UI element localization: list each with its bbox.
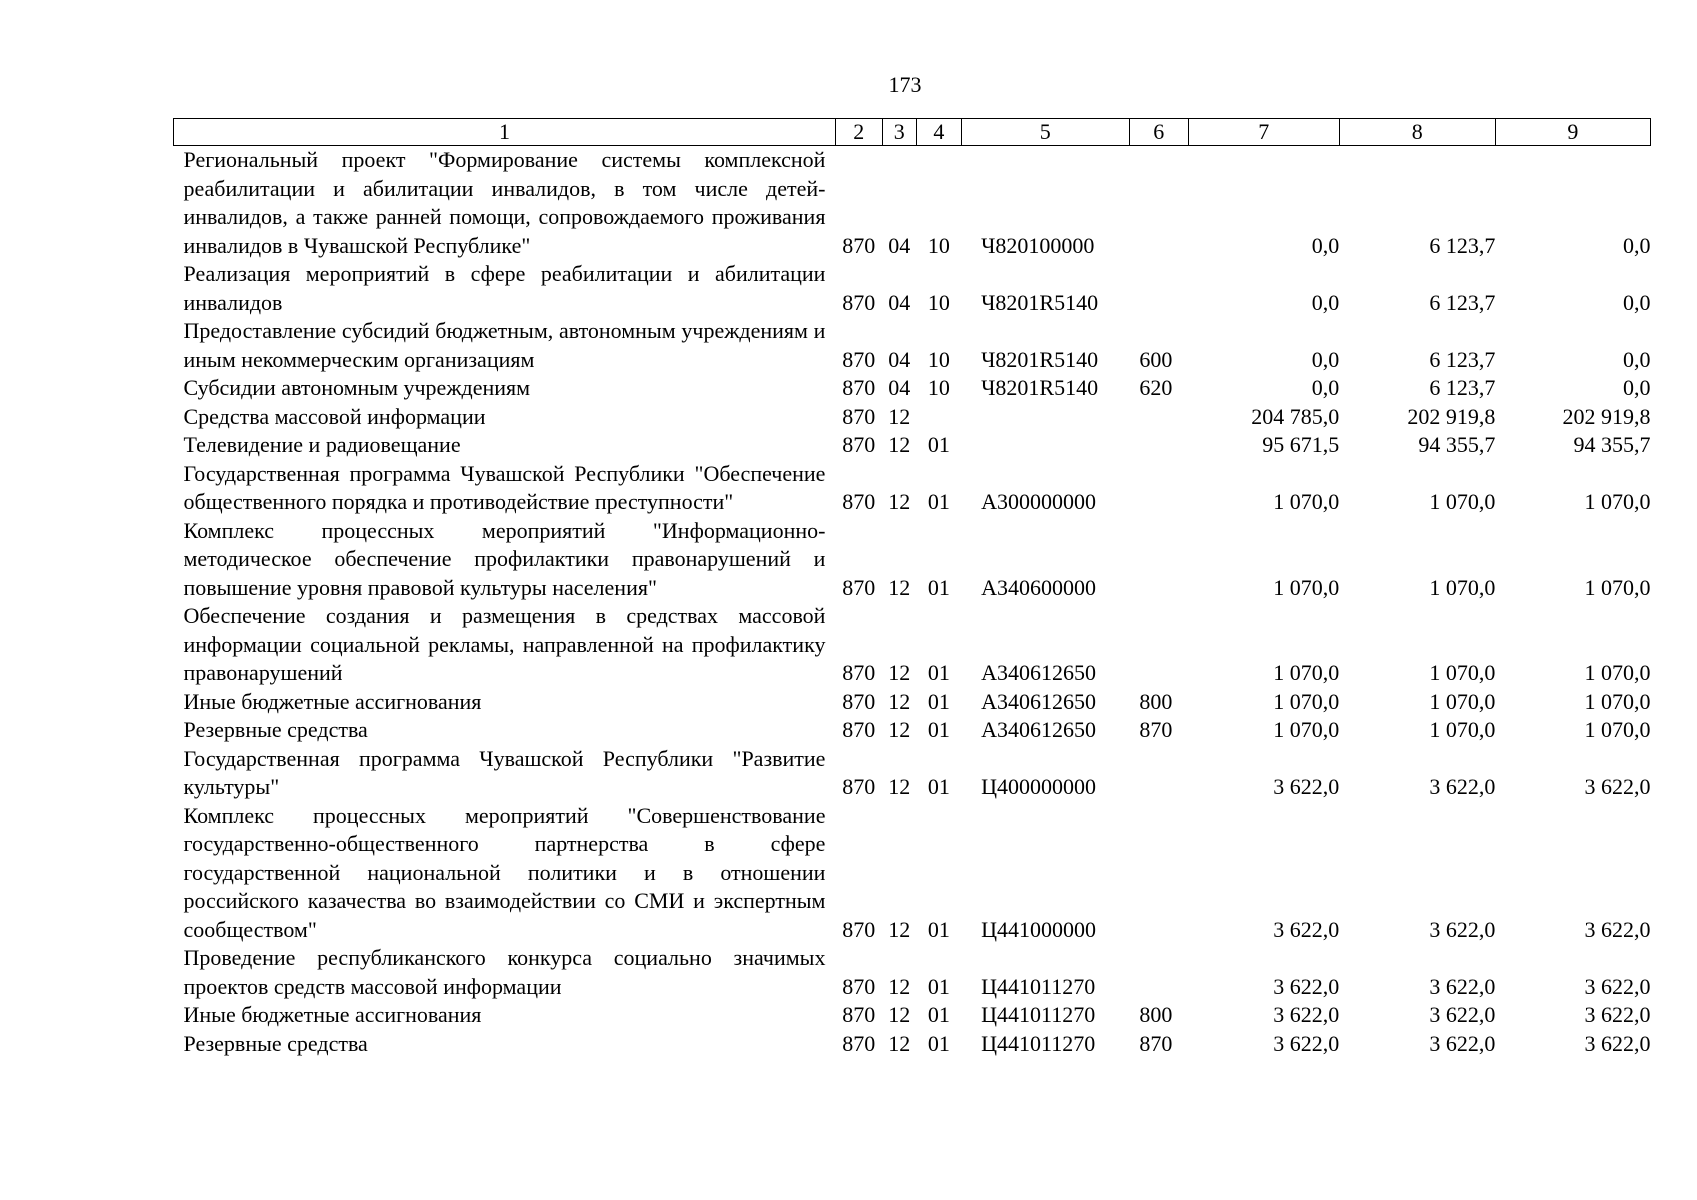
row-name: Реализация мероприятий в сфере реабилитации и абилитации инвалидов (183, 261, 826, 315)
row-code-csr: А340612650 (981, 688, 1097, 714)
table-body (174, 146, 1651, 1059)
row-code-vr (1129, 944, 1188, 1001)
row-name: Резервные средства (183, 1030, 368, 1056)
row-code-gr: 870 (842, 232, 876, 258)
row-code-vr (1129, 403, 1188, 432)
row-code-csr: А300000000 (981, 489, 1097, 514)
row-sum-7: 0,0 (1311, 289, 1340, 315)
row-code-csr: Ц441000000 (981, 916, 1097, 942)
row-sum-8: 6 123,7 (1429, 232, 1496, 258)
header-col-8: 8 (1339, 119, 1495, 146)
row-sum-8: 6 123,7 (1429, 289, 1496, 315)
table-row (174, 944, 1651, 1001)
row-sum-9: 3 622,0 (1584, 774, 1651, 799)
row-code-pr: 10 (927, 232, 950, 258)
header-col-2: 2 (835, 119, 882, 146)
row-code-vr (1129, 745, 1188, 802)
row-code-pr: 10 (927, 346, 950, 372)
row-sum-9: 3 622,0 (1584, 973, 1651, 999)
row-sum-9: 1 070,0 (1584, 717, 1651, 742)
row-sum-9: 1 070,0 (1584, 688, 1651, 714)
row-code-csr: А340612650 (981, 717, 1097, 742)
row-sum-7: 3 622,0 (1273, 1002, 1340, 1027)
row-code-csr: Ц441011270 (981, 1002, 1096, 1027)
row-sum-9: 0,0 (1623, 346, 1651, 372)
row-code-csr: Ч820100000 (981, 232, 1095, 258)
row-name: Средства массовой информации (183, 403, 486, 429)
row-code-gr: 870 (842, 916, 876, 942)
row-code-vr (1129, 431, 1188, 460)
row-code-vr (1129, 802, 1188, 945)
row-sum-9: 1 070,0 (1584, 574, 1651, 600)
row-code-vr: 800 (1139, 1002, 1173, 1027)
row-code-gr: 870 (842, 574, 876, 600)
row-code-csr: Ч8201R5140 (981, 375, 1099, 400)
header-col-6: 6 (1129, 119, 1188, 146)
row-code-rz: 12 (888, 717, 911, 742)
row-code-pr: 01 (927, 1030, 950, 1056)
row-code-gr: 870 (842, 688, 876, 714)
table-row (174, 517, 1651, 603)
row-code-csr: Ч8201R5140 (981, 289, 1099, 315)
row-code-rz: 04 (888, 232, 911, 258)
row-sum-8: 6 123,7 (1429, 375, 1496, 400)
row-name: Телевидение и радиовещание (183, 432, 461, 457)
row-code-gr: 870 (842, 403, 876, 429)
row-code-rz: 04 (888, 289, 911, 315)
table-row (174, 146, 1651, 261)
row-code-csr: Ц441011270 (981, 973, 1096, 999)
table-row (174, 602, 1651, 688)
row-sum-8: 3 622,0 (1429, 916, 1496, 942)
row-code-rz: 12 (888, 688, 911, 714)
header-col-1: 1 (174, 119, 836, 146)
row-code-rz: 12 (888, 489, 911, 514)
row-code-csr: Ч8201R5140 (981, 346, 1099, 372)
budget-table (173, 118, 1651, 1058)
row-code-rz: 12 (888, 403, 911, 429)
row-code-vr (1129, 460, 1188, 517)
row-sum-8: 94 355,7 (1418, 432, 1496, 457)
table-row (174, 403, 1651, 432)
row-code-pr: 01 (927, 916, 950, 942)
row-sum-7: 1 070,0 (1273, 717, 1340, 742)
row-sum-9: 0,0 (1623, 232, 1651, 258)
row-code-csr (961, 403, 1129, 432)
row-code-vr: 870 (1139, 717, 1173, 742)
row-code-pr: 01 (927, 1002, 950, 1027)
row-sum-7: 95 671,5 (1262, 432, 1340, 457)
table-row (174, 745, 1651, 802)
row-code-vr: 800 (1139, 688, 1173, 714)
table-row (174, 317, 1651, 374)
row-name: Обеспечение создания и размещения в средствах массовой информации социальной рекламы, направленной на профилактику правонарушений (183, 603, 826, 685)
row-code-gr: 870 (842, 489, 876, 514)
row-sum-9: 94 355,7 (1573, 432, 1651, 457)
row-code-pr: 01 (927, 489, 950, 514)
row-name: Иные бюджетные ассигнования (183, 1002, 482, 1027)
row-name: Комплекс процессных мероприятий "Совершенствование государственно-общественного партнерства в сфере государственной национальной политики и в отношении российского казачества во взаимодействии со СМИ и экспертным сообществом" (183, 802, 826, 942)
row-sum-7: 0,0 (1311, 346, 1340, 372)
row-code-rz: 12 (888, 916, 911, 942)
row-code-gr: 870 (842, 1030, 876, 1056)
table-row (174, 260, 1651, 317)
row-sum-7: 1 070,0 (1273, 688, 1340, 714)
row-code-rz: 04 (888, 346, 911, 372)
row-code-gr: 870 (842, 432, 876, 457)
row-code-rz: 12 (888, 973, 911, 999)
row-sum-9: 202 919,8 (1562, 403, 1651, 429)
row-sum-8: 1 070,0 (1429, 688, 1496, 714)
row-sum-9: 1 070,0 (1584, 489, 1651, 514)
row-sum-8: 3 622,0 (1429, 1030, 1496, 1056)
table-row (174, 460, 1651, 517)
row-name: Государственная программа Чувашской Республики "Обеспечение общественного порядка и противодействие преступности" (183, 460, 826, 514)
header-col-5: 5 (961, 119, 1129, 146)
row-code-csr: А340600000 (981, 574, 1097, 600)
row-sum-7: 0,0 (1311, 375, 1340, 400)
table-row (174, 688, 1651, 717)
row-code-rz: 12 (888, 660, 911, 685)
row-sum-8: 1 070,0 (1429, 717, 1496, 742)
row-code-csr: А340612650 (981, 660, 1097, 685)
row-sum-7: 3 622,0 (1273, 774, 1340, 799)
row-sum-9: 3 622,0 (1584, 1030, 1651, 1056)
row-code-pr: 01 (927, 432, 950, 457)
row-code-pr: 10 (927, 289, 950, 315)
row-code-vr: 620 (1139, 375, 1173, 400)
row-sum-8: 1 070,0 (1429, 489, 1496, 514)
row-code-gr: 870 (842, 289, 876, 315)
row-code-vr (1129, 260, 1188, 317)
row-name: Комплекс процессных мероприятий "Информационно-методическое обеспечение профилактики правонарушений и повышение уровня правовой культуры населения" (183, 517, 826, 600)
row-name: Предоставление субсидий бюджетным, автономным учреждениям и иным некоммерческим организациям (183, 318, 826, 372)
row-code-vr (1129, 146, 1188, 261)
row-code-gr: 870 (842, 1002, 876, 1027)
row-sum-8: 1 070,0 (1429, 660, 1496, 685)
row-code-gr: 870 (842, 346, 876, 372)
row-code-rz: 12 (888, 1002, 911, 1027)
row-code-rz: 12 (888, 1030, 911, 1056)
row-name: Региональный проект "Формирование системы комплексной реабилитации и абилитации инвалидов, в том числе детей-инвалидов, а также ранней помощи, сопровождаемого проживания инвалидов в Чувашской Республике" (183, 147, 826, 258)
row-code-gr: 870 (842, 375, 876, 400)
header-col-9: 9 (1495, 119, 1650, 146)
table-row (174, 1001, 1651, 1030)
row-sum-7: 204 785,0 (1251, 403, 1340, 429)
row-code-gr: 870 (842, 717, 876, 742)
row-code-vr (1129, 517, 1188, 603)
row-code-pr: 01 (927, 574, 950, 600)
table-row (174, 1030, 1651, 1059)
header-row (174, 119, 1651, 146)
row-name: Государственная программа Чувашской Республики "Развитие культуры" (183, 745, 826, 799)
row-sum-8: 202 919,8 (1407, 403, 1496, 429)
row-sum-9: 3 622,0 (1584, 916, 1651, 942)
row-code-pr: 01 (927, 774, 950, 799)
row-sum-9: 0,0 (1623, 375, 1651, 400)
row-sum-8: 6 123,7 (1429, 346, 1496, 372)
row-code-rz: 04 (888, 375, 911, 400)
row-code-rz: 12 (888, 432, 911, 457)
row-code-csr: Ц400000000 (981, 774, 1097, 799)
row-sum-7: 3 622,0 (1273, 1030, 1340, 1056)
header-col-3: 3 (882, 119, 916, 146)
row-code-pr: 01 (927, 660, 950, 685)
row-code-vr: 870 (1139, 1030, 1173, 1056)
row-sum-9: 1 070,0 (1584, 660, 1651, 685)
row-sum-9: 0,0 (1623, 289, 1651, 315)
header-col-7: 7 (1188, 119, 1339, 146)
row-code-pr: 01 (927, 688, 950, 714)
row-sum-8: 3 622,0 (1429, 1002, 1496, 1027)
table-row (174, 374, 1651, 403)
row-code-csr: Ц441011270 (981, 1030, 1096, 1056)
row-code-pr: 01 (927, 717, 950, 742)
row-code-gr: 870 (842, 774, 876, 799)
row-code-rz: 12 (888, 774, 911, 799)
row-code-vr: 600 (1139, 346, 1173, 372)
table-row (174, 716, 1651, 745)
row-sum-7: 0,0 (1311, 232, 1340, 258)
row-sum-8: 3 622,0 (1429, 973, 1496, 999)
row-sum-8: 3 622,0 (1429, 774, 1496, 799)
header-col-4: 4 (917, 119, 962, 146)
row-code-pr: 10 (927, 375, 950, 400)
row-sum-7: 1 070,0 (1273, 574, 1340, 600)
row-name: Субсидии автономным учреждениям (183, 375, 531, 400)
table-row (174, 431, 1651, 460)
row-sum-9: 3 622,0 (1584, 1002, 1651, 1027)
row-code-gr: 870 (842, 660, 876, 685)
page-number: 173 (888, 72, 922, 97)
row-code-csr (961, 431, 1129, 460)
row-sum-7: 1 070,0 (1273, 660, 1340, 685)
row-sum-7: 3 622,0 (1273, 916, 1340, 942)
row-name: Проведение республиканского конкурса социально значимых проектов средств массовой информации (183, 945, 826, 999)
row-name: Резервные средства (183, 717, 368, 742)
table-row (174, 802, 1651, 945)
row-code-pr: 01 (927, 973, 950, 999)
row-code-vr (1129, 602, 1188, 688)
row-code-pr (917, 403, 962, 432)
row-sum-7: 3 622,0 (1273, 973, 1340, 999)
row-code-gr: 870 (842, 973, 876, 999)
row-sum-8: 1 070,0 (1429, 574, 1496, 600)
row-sum-7: 1 070,0 (1273, 489, 1340, 514)
row-name: Иные бюджетные ассигнования (183, 688, 482, 714)
row-code-rz: 12 (888, 574, 911, 600)
